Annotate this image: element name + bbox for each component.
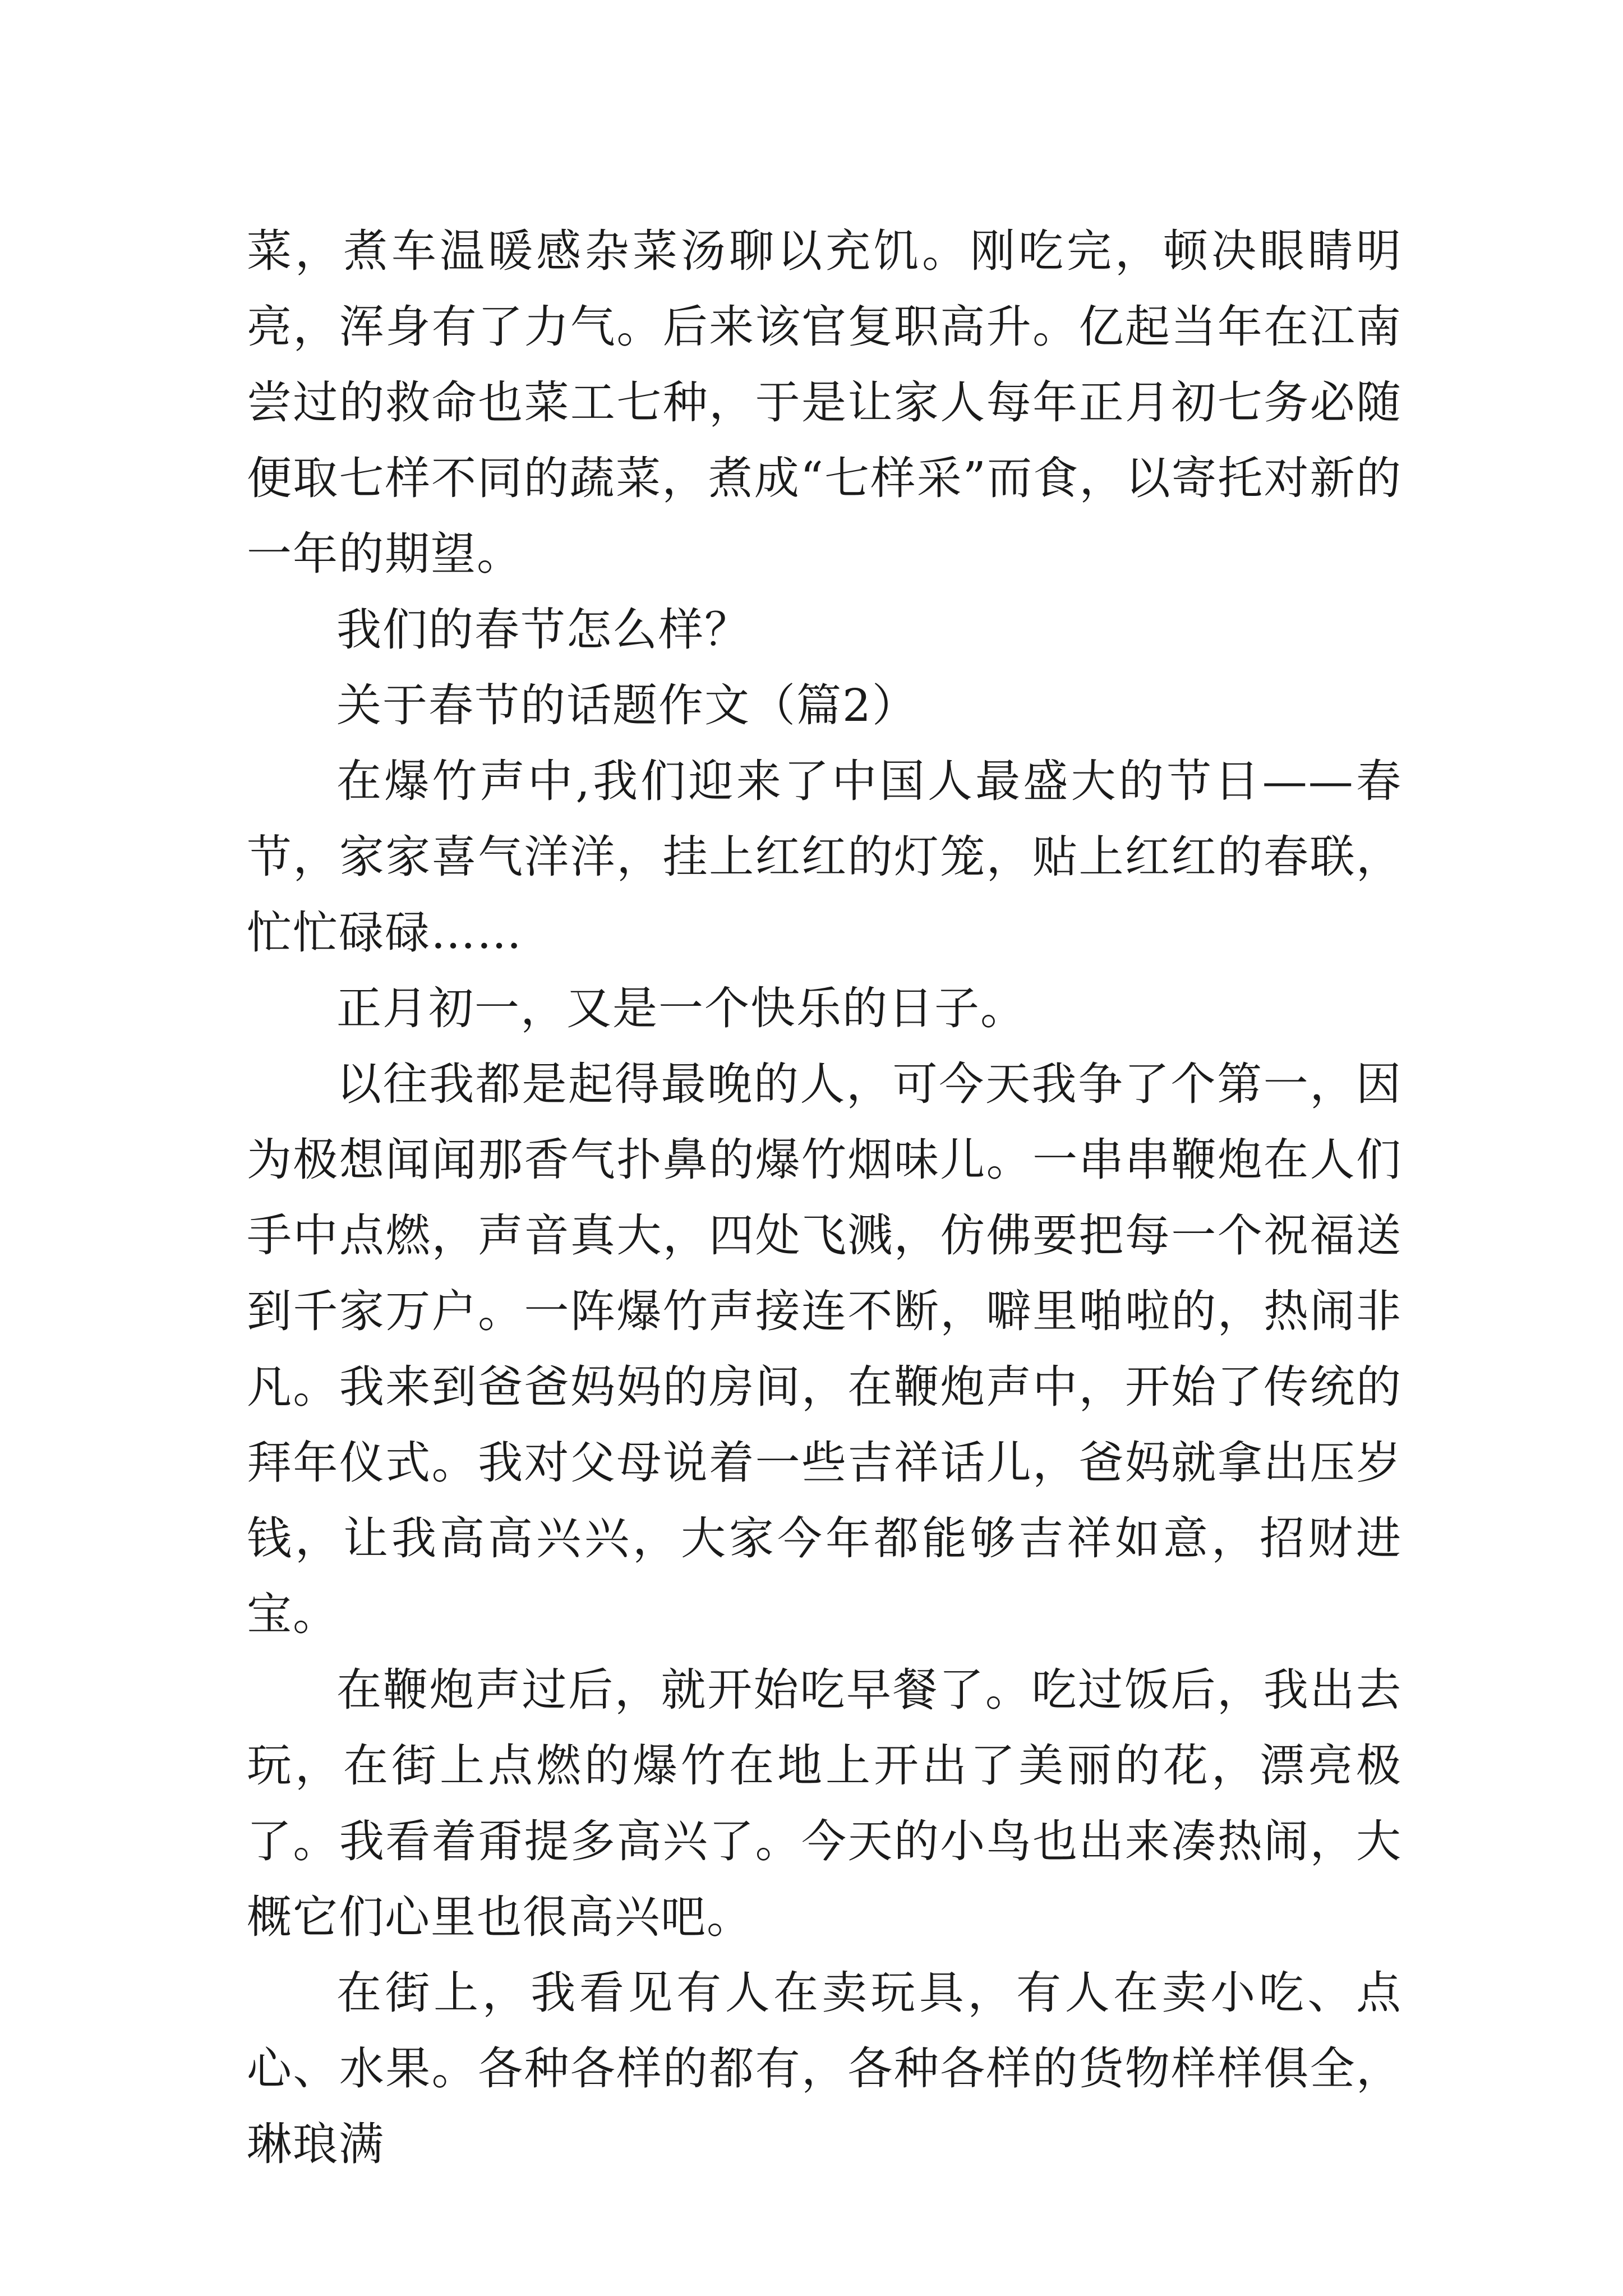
- paragraph-continued: 菜，煮车温暖感杂菜汤聊以充饥。刚吃完，顿决眼睛明亮，浑身有了力气。后来该官复职高升。亿起当年在江南尝过的救命也菜工七种，于是让家人每年正月初七务必随便取七样不同的蔬菜，煮成“七样采”而食，以寄托对新的一年的期望。: [247, 225, 1402, 580]
- document-body: [247, 213, 1402, 2182]
- paragraph-question: 我们的春节怎么样？: [336, 604, 750, 656]
- paragraph: 正月初一，又是一个快乐的日子。: [336, 982, 1026, 1034]
- paragraph: 在街上，我看见有人在卖玩具，有人在卖小吃、点心、水果。各种各样的都有，各种各样的货物样样俱全，琳琅满: [247, 1967, 1402, 2170]
- paragraph: 在鞭炮声过后，就开始吃早餐了。吃过饭后，我出去玩，在街上点燃的爆竹在地上开出了美丽的花，漂亮极了。我看着甭提多高兴了。今天的小鸟也出来凑热闹，大概它们心里也很高兴吧。: [247, 1664, 1402, 1943]
- section-heading: 关于春节的话题作文（篇2）: [336, 679, 918, 731]
- paragraph: 以往我都是起得最晚的人，可今天我争了个第一，因为极想闻闻那香气扑鼻的爆竹烟味儿。一串串鞭炮在人们手中点燃，声音真大，四处飞溅，仿佛要把每一个祝福送到千家万户。一阵爆竹声接连不断，噼里啪啦的，热闹非凡。我来到爸爸妈妈的房间，在鞭炮声中，开始了传统的拜年仪式。我对父母说着一些吉祥话儿，爸妈就拿出压岁钱，让我高高兴兴，大家今年都能够吉祥如意，招财进宝。: [247, 1058, 1402, 1640]
- paragraph: 在爆竹声中,我们迎来了中国人最盛大的节日——春节，家家喜气洋洋，挂上红红的灯笼，贴上红红的春联，忙忙碌碌……: [247, 755, 1402, 959]
